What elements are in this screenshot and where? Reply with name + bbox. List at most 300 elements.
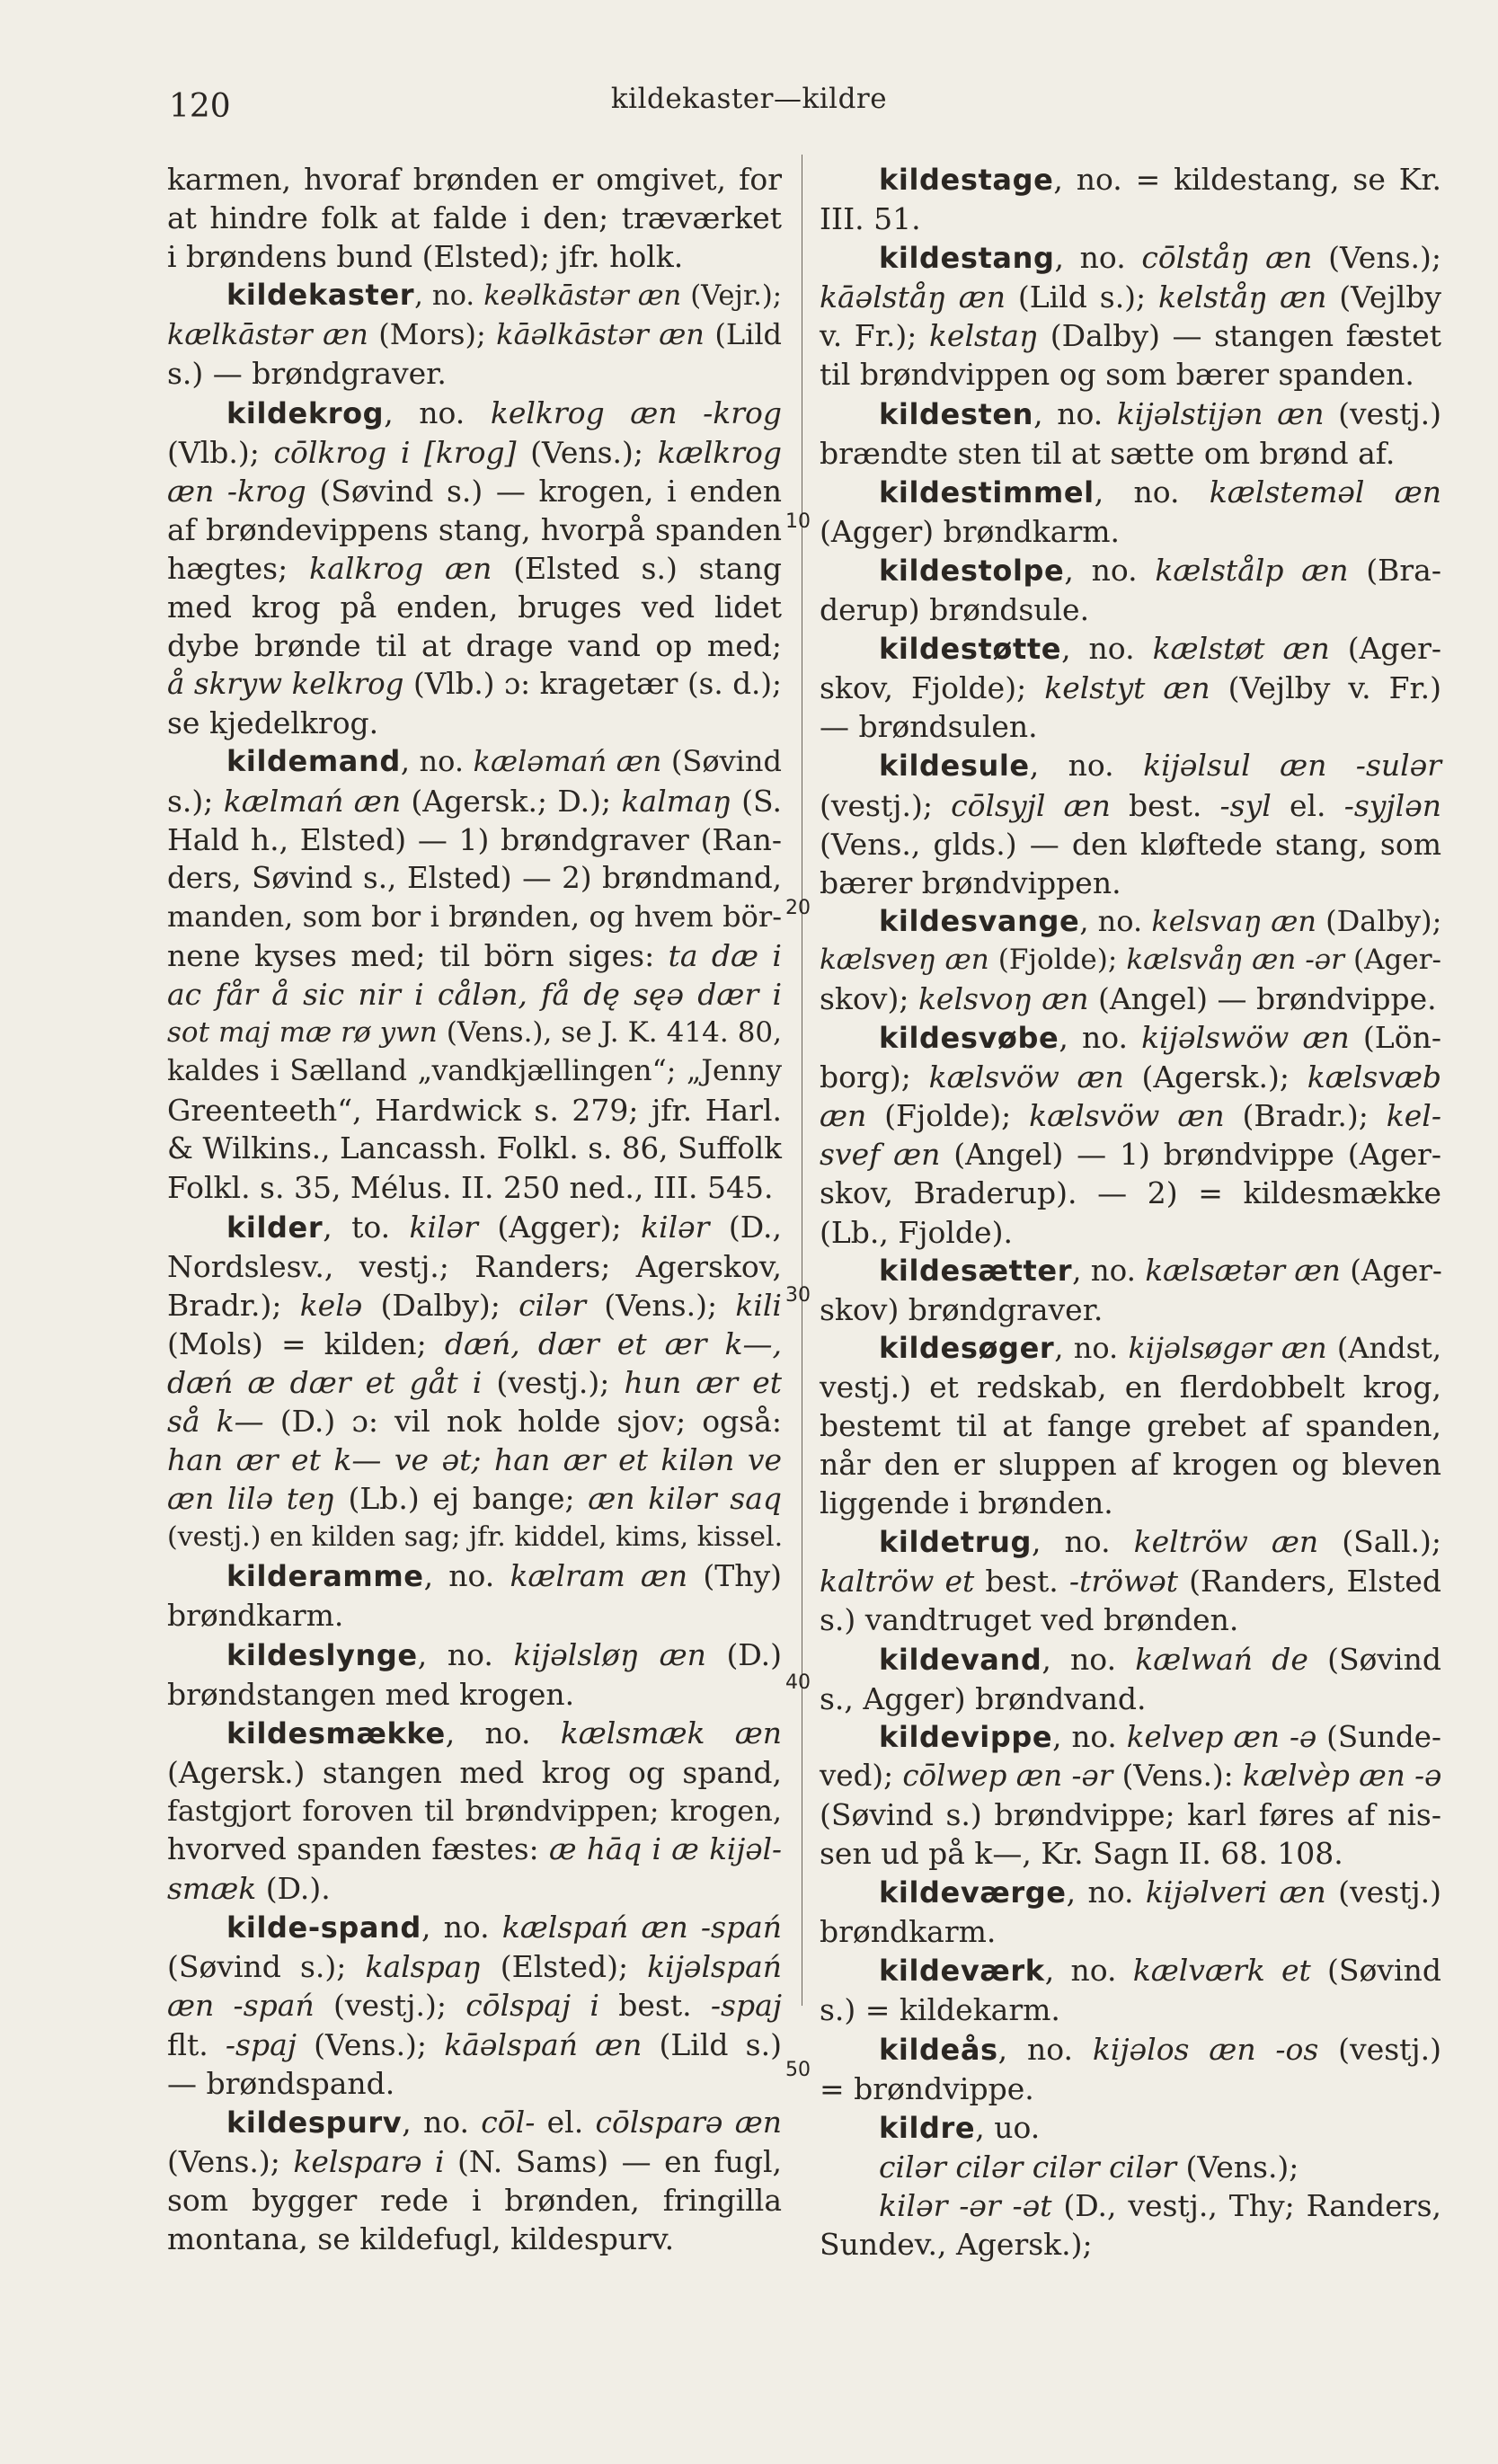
text-line: [820, 1096, 1441, 1135]
dialect-form: kælspań æn -spań: [501, 1910, 782, 1945]
text-line: [167, 2220, 782, 2258]
text-run: flt.: [167, 2026, 226, 2062]
text-run: (Vejlby: [1326, 279, 1442, 315]
text-line: [820, 629, 1441, 669]
text-line: [820, 2108, 1441, 2148]
text-line: [167, 1830, 782, 1869]
headword: kildespurv: [226, 2105, 403, 2140]
text-line: [167, 160, 782, 199]
text-run: (Elsted s.) stang: [492, 550, 783, 586]
text-run: (Agger) brøndkarm.: [820, 513, 1120, 549]
dialect-form: æn lilə teŋ: [167, 1481, 335, 1517]
text-run: vestj.) et redskab, en flerdobbelt krog,: [820, 1369, 1441, 1405]
text-run: , no.: [423, 1558, 510, 1594]
headword: kildekaster: [226, 278, 415, 313]
line-number: 20: [785, 897, 811, 919]
dialect-form: hun ær et: [624, 1364, 783, 1400]
text-run: s., Agger) brøndvand.: [820, 1680, 1147, 1716]
dialect-form: kelstaŋ: [928, 318, 1039, 354]
dialect-form: -syl: [1219, 787, 1272, 823]
text-run: bærer brøndvippen.: [820, 864, 1121, 900]
text-run: sen ud på k—, Kr. Sagn II. 68. 108.: [820, 1836, 1343, 1872]
dialect-form: kælmań æn: [223, 783, 402, 819]
text-run: (Søvind: [661, 744, 783, 779]
dialect-form: kijəlstijən æn: [1116, 395, 1325, 431]
dialect-form: sot maj mæ rø ywn: [167, 1016, 438, 1050]
dialect-form: kaltröw et: [820, 1564, 975, 1600]
headword: kildesten: [879, 396, 1034, 431]
dialect-form: cōlsparə æn: [595, 2104, 782, 2140]
headword: kildeværge: [879, 1875, 1067, 1910]
text-line: [167, 1286, 782, 1325]
text-line: [167, 433, 782, 472]
headword: kildestang: [879, 241, 1055, 276]
text-run: (Søvind: [1310, 1953, 1441, 1989]
text-run: — brøndspand.: [167, 2065, 395, 2101]
text-run: (S.: [731, 783, 782, 819]
text-line: [820, 434, 1441, 473]
text-line: [167, 1402, 782, 1440]
dialect-form: kilər: [409, 1209, 478, 1245]
text-line: [167, 898, 782, 936]
dialect-form: æn kilər saq: [588, 1481, 782, 1517]
text-run: el.: [535, 2104, 596, 2140]
text-line: [820, 1834, 1441, 1873]
text-run: skov, Braderup). — 2) = kildesmække: [820, 1175, 1441, 1211]
text-line: [820, 1718, 1441, 1757]
text-line: [820, 1252, 1441, 1290]
text-run: når den er sluppen af krogen og bleven: [820, 1447, 1441, 1483]
text-run: (Agersk.; D.);: [401, 783, 622, 819]
text-line: [167, 665, 782, 704]
headword: kildeslynge: [226, 1637, 418, 1672]
dialect-form: kælsvöw æn: [1029, 1098, 1225, 1134]
text-line: [167, 1986, 782, 2025]
dialect-form: kel-: [1386, 1098, 1442, 1134]
text-run: liggende i brønden.: [820, 1485, 1113, 1521]
dialect-form: kæləmań æn: [473, 744, 662, 779]
text-run: III. 51.: [820, 201, 921, 237]
text-run: (Vlb.) ɔ: kragetær (s. d.);: [403, 667, 783, 702]
dialect-form: kelvep æn -ə: [1126, 1719, 1317, 1754]
text-line: [167, 472, 782, 510]
text-run: Nordslesv., vestj.; Randers; Agerskov,: [167, 1248, 782, 1284]
text-run: (vestj.): [1325, 1875, 1441, 1910]
text-run: (Lb., Fjolde).: [820, 1214, 1013, 1250]
dialect-form: kælsvöw æn: [928, 1059, 1124, 1095]
dialect-form: æn: [820, 1098, 867, 1134]
text-run: (Vens.);: [585, 1287, 736, 1323]
text-run: (Fjolde);: [866, 1098, 1030, 1134]
dialect-form: kāəlståŋ æn: [820, 279, 1006, 315]
text-run: (Ager-: [1329, 631, 1441, 667]
running-head: kildekaster—kildre: [610, 83, 888, 115]
text-line: [167, 742, 782, 781]
text-line: [167, 1130, 782, 1168]
text-line: [167, 1908, 782, 1947]
dialect-form: dæń æ dær et gåt i: [167, 1364, 483, 1400]
text-run: (Lb.) ej bange;: [334, 1481, 589, 1517]
text-run: , no.: [400, 744, 474, 779]
text-run: af brøndevippens stang, hvorpå spanden: [167, 511, 782, 547]
text-line: [820, 1445, 1441, 1484]
text-run: , no.: [1094, 474, 1210, 510]
text-run: (Ager-: [1343, 943, 1441, 976]
text-line: [820, 1795, 1441, 1834]
text-run: (Søvind s.) brøndvippe; karl føres af nis-: [820, 1796, 1441, 1832]
headword: kildekrog: [226, 395, 385, 430]
text-line: [820, 1018, 1441, 1058]
text-run: skov);: [820, 980, 918, 1016]
dialect-form: kælværk et: [1132, 1953, 1311, 1989]
text-line: [167, 1675, 782, 1714]
text-line: [820, 669, 1441, 707]
text-run: best.: [974, 1564, 1069, 1600]
text-run: (Lön-: [1349, 1020, 1441, 1056]
text-line: [820, 2148, 1441, 2186]
headword: kildesvange: [879, 903, 1080, 938]
text-run: (vestj.) en kilden sag; jfr. kiddel, kims, kissel.: [167, 1521, 784, 1554]
text-line: [820, 1562, 1441, 1600]
dialect-form: kijəlsul æn -sulər: [1143, 748, 1442, 784]
text-run: , no.: [1066, 1875, 1146, 1910]
text-run: (Angel) — 1) brøndvippe (Ager-: [940, 1137, 1441, 1173]
text-line: [167, 354, 782, 393]
text-line: [820, 473, 1441, 512]
headword: kildesætter: [879, 1253, 1073, 1288]
text-run: (Sunde-: [1316, 1719, 1442, 1754]
dialect-form: kelsvoŋ æn: [917, 980, 1089, 1016]
text-line: [820, 1757, 1441, 1795]
text-run: , no.: [1054, 1330, 1129, 1365]
text-run: (Agersk.) stangen med krog og spand,: [167, 1754, 782, 1790]
dialect-form: -syjlən: [1343, 787, 1442, 823]
text-run: el.: [1271, 787, 1344, 823]
text-run: , no.: [421, 1910, 502, 1945]
headword: kildesvøbe: [879, 1021, 1059, 1056]
text-run: = brøndvippe.: [820, 2070, 1034, 2106]
text-line: [167, 936, 782, 975]
dialect-form: cōlkrog i [krog]: [273, 434, 517, 470]
text-run: s.) = kildekarm.: [820, 1992, 1060, 2028]
text-line: [167, 199, 782, 237]
text-line: [820, 1990, 1441, 2029]
text-run: (Lild s.): [642, 2026, 782, 2062]
text-line: [167, 2103, 782, 2142]
text-line: [820, 1640, 1441, 1680]
text-line: [820, 512, 1441, 551]
text-line: [820, 746, 1441, 785]
text-run: (Thy): [687, 1558, 783, 1594]
dialect-form: smæk: [167, 1871, 257, 1907]
text-line: [167, 1947, 782, 1986]
text-line: [167, 588, 782, 626]
headword: kilde-spand: [226, 1910, 421, 1945]
dialect-form: kāəlspań æn: [444, 2026, 643, 2062]
dialect-form: kælwań de: [1135, 1641, 1308, 1677]
dialect-form: kælsætər æn: [1145, 1253, 1341, 1288]
text-line: [167, 1753, 782, 1792]
text-line: [820, 199, 1441, 238]
left-column: [167, 160, 782, 2258]
text-line: [167, 1518, 782, 1556]
headword: kilderamme: [226, 1559, 424, 1594]
text-run: , no.: [1029, 748, 1144, 784]
text-line: [167, 1247, 782, 1286]
text-run: (N. Sams) — en fugl,: [444, 2143, 782, 2179]
text-run: best.: [598, 1988, 711, 2024]
text-run: (Elsted);: [481, 1949, 648, 1985]
text-line: [167, 2142, 782, 2181]
text-line: [820, 1135, 1441, 1174]
text-run: v. Fr.);: [820, 318, 929, 354]
dialect-form: kijəlswöw æn: [1141, 1020, 1350, 1056]
dialect-form: kelsparə i: [293, 2143, 445, 2179]
text-run: bestemt til at fange grebet af spanden,: [820, 1408, 1441, 1443]
text-run: , no.: [1052, 1719, 1127, 1754]
dialect-form: keəlkāstər æn: [483, 280, 682, 313]
headword: kildeværk: [879, 1954, 1045, 1989]
dialect-form: -spaj: [225, 2026, 297, 2062]
text-line: [167, 1479, 782, 1518]
text-run: (vestj.);: [482, 1364, 625, 1400]
dialect-form: æn -krog: [167, 473, 306, 509]
text-run: brøndkarm.: [820, 1914, 997, 1950]
line-number: 50: [785, 2059, 811, 2081]
text-line: [820, 707, 1441, 746]
text-run: Bradr.);: [167, 1287, 300, 1323]
text-line: [820, 864, 1441, 902]
text-line: [167, 1714, 782, 1753]
text-run: ders, Søvind s., Elsted) — 2) brøndmand,: [167, 860, 782, 895]
text-run: skov, Fjolde);: [820, 670, 1045, 706]
text-line: [167, 394, 782, 433]
dialect-form: kælstøt æn: [1152, 631, 1330, 667]
line-number: 40: [785, 1671, 811, 1694]
dialect-form: kelə: [299, 1287, 363, 1323]
text-line: [167, 820, 782, 859]
line-number: 10: [785, 510, 811, 533]
text-run: (Bra-: [1348, 552, 1442, 588]
line-number: 30: [785, 1284, 811, 1307]
dialect-form: kelståŋ æn: [1158, 279, 1327, 315]
text-run: s.) — brøndgraver.: [167, 356, 447, 392]
text-run: Greenteeth“, Hardwick s. 279; jfr. Harl.: [167, 1093, 782, 1129]
text-line: [820, 1058, 1441, 1096]
dialect-form: cōlspaj i: [465, 1988, 599, 2024]
text-line: [820, 1951, 1441, 1990]
text-run: , uo.: [975, 2109, 1041, 2145]
text-run: , no.: [1064, 552, 1156, 588]
text-run: (Agersk.);: [1123, 1059, 1307, 1095]
headword: kildevand: [879, 1642, 1042, 1677]
text-line: [820, 394, 1441, 434]
text-run: derup) brøndsule.: [820, 592, 1090, 628]
text-run: (Agger);: [477, 1209, 642, 1245]
dialect-form: kælsvåŋ æn -ər: [1126, 943, 1344, 976]
text-line: [167, 782, 782, 820]
dialect-form: han ær et k— ve ət; han ær et kilən ve: [167, 1442, 782, 1478]
dialect-form: svef æn: [820, 1137, 941, 1173]
text-run: dybe brønde til at drage vand op med;: [167, 628, 782, 664]
text-run: & Wilkins., Lancassh. Folkl. s. 86, Suffolk: [167, 1131, 782, 1166]
text-line: [167, 1168, 782, 1207]
text-run: (D.): [705, 1636, 782, 1672]
dialect-form: kijəlspań: [647, 1949, 782, 1985]
text-line: [167, 510, 782, 549]
text-run: ved);: [820, 1758, 903, 1793]
text-run: s.);: [167, 783, 224, 819]
text-run: at hindre folk at falde i den; træværket: [167, 200, 782, 236]
text-line: [167, 626, 782, 665]
text-line: [167, 1363, 782, 1402]
dialect-form: -tröwət: [1068, 1564, 1178, 1600]
text-run: , to.: [323, 1209, 410, 1245]
dialect-form: kelkrog æn -krog: [490, 394, 783, 430]
headword: kildestage: [879, 163, 1054, 197]
text-run: (Lild s.);: [1006, 279, 1159, 315]
text-line: [820, 160, 1441, 199]
dialect-form: kijəlos æn -os: [1092, 2031, 1319, 2067]
text-run: se kjedelkrog.: [167, 705, 379, 741]
text-line: [167, 1091, 782, 1130]
text-run: borg);: [820, 1059, 929, 1095]
headword: kildetrug: [879, 1525, 1032, 1560]
text-run: (Fjolde);: [988, 943, 1127, 976]
text-run: (Randers, Elsted: [1178, 1564, 1442, 1600]
text-run: (Søvind s.);: [167, 1949, 366, 1985]
text-run: brøndkarm.: [167, 1598, 344, 1634]
text-run: hvorved spanden fæstes:: [167, 1832, 549, 1867]
dialect-form: cōlwep æn -ər: [902, 1758, 1113, 1793]
text-run: — brøndsulen.: [820, 709, 1038, 745]
text-run: , no.: [402, 2104, 482, 2140]
text-line: [820, 1368, 1441, 1406]
text-run: , no.: [1054, 240, 1142, 276]
headword: kildeås: [879, 2032, 998, 2067]
text-line: [820, 2070, 1441, 2108]
text-run: , no.: [1044, 1953, 1133, 1989]
headword: kildesule: [879, 749, 1030, 784]
text-run: hægtes;: [167, 550, 310, 586]
dialect-form: kāəlkāstər æn: [496, 317, 705, 352]
text-run: (Søvind: [1307, 1641, 1441, 1677]
text-line: [820, 902, 1441, 941]
text-run: (Angel) — brøndvippe.: [1088, 980, 1437, 1016]
text-line: [820, 979, 1441, 1018]
text-run: , no.: [1042, 1641, 1136, 1677]
headword: kildesøger: [879, 1330, 1055, 1365]
dialect-form: ta dæ i: [668, 937, 782, 973]
text-run: (Vens.), se J. K. 414. 80,: [437, 1016, 783, 1050]
dialect-form: kalkrog æn: [309, 550, 492, 586]
headword: kildesmække: [226, 1715, 446, 1751]
text-run: brændte sten til at sætte om brønd af.: [820, 435, 1396, 471]
text-run: (Vens.):: [1112, 1758, 1243, 1793]
dialect-form: cōlståŋ æn: [1141, 240, 1313, 276]
dialect-form: kælram æn: [510, 1558, 688, 1594]
text-run: fastgjort foroven til brøndvippen; krogen,: [167, 1793, 782, 1828]
dialect-form: cilər: [519, 1287, 586, 1323]
dialect-form: å skryw kelkrog: [167, 667, 404, 702]
text-run: (Søvind s.) — krogen, i enden: [306, 473, 782, 509]
dialect-form: kælsmæk æn: [560, 1715, 782, 1751]
text-run: (Dalby) — stangen fæstet: [1038, 318, 1441, 354]
text-line: [820, 238, 1441, 278]
text-line: [820, 2030, 1441, 2070]
text-run: (D.).: [256, 1871, 331, 1907]
text-run: , no.: [1072, 1253, 1146, 1288]
text-run: (vestj.): [1324, 395, 1441, 431]
text-run: manden, som bor i brønden, og hvem bör-: [167, 899, 782, 934]
headword: kildestøtte: [879, 632, 1062, 667]
text-run: , no.: [1061, 631, 1153, 667]
text-line: [167, 2181, 782, 2220]
text-run: nene kyses med; til börn siges:: [167, 937, 669, 973]
text-line: [167, 1792, 782, 1830]
text-run: (Ager-: [1340, 1253, 1442, 1288]
dialect-form: kælsvæb: [1307, 1059, 1442, 1095]
text-run: (vestj.);: [820, 787, 952, 823]
text-run: (Vens., glds.) — den kløftede stang, som: [820, 826, 1441, 862]
text-line: [820, 1600, 1441, 1639]
text-run: (Vens.);: [1312, 240, 1441, 276]
text-line: [820, 2186, 1441, 2225]
text-line: [167, 1869, 782, 1908]
dialect-form: -spaj: [710, 1988, 782, 2024]
dialect-form: cōlsyjl æn: [951, 787, 1111, 823]
text-line: [167, 1596, 782, 1635]
text-line: [820, 786, 1441, 825]
text-run: s.) vandtruget ved brønden.: [820, 1602, 1239, 1638]
text-line: [820, 1406, 1441, 1445]
text-line: [167, 2025, 782, 2064]
text-line: [820, 278, 1441, 316]
text-run: (Dalby);: [1316, 903, 1442, 938]
dialect-form: dæń, dær et ær k—,: [444, 1325, 782, 1361]
text-run: Hald h., Elsted) — 1) brøndgraver (Ran-: [167, 821, 782, 857]
text-run: , no.: [445, 1715, 561, 1751]
text-run: (Vens.);: [167, 2143, 294, 2179]
dialect-form: keltröw æn: [1133, 1524, 1319, 1560]
text-run: , no.: [417, 1636, 514, 1672]
text-line: [167, 1052, 782, 1091]
text-run: , no.: [1033, 395, 1117, 431]
dialect-form: æ hāq i æ kijəl-: [548, 1832, 782, 1867]
text-run: Sundev., Agersk.);: [820, 2226, 1093, 2262]
text-run: kaldes i Sælland „vandkjællingen“; „Jenny: [167, 1055, 782, 1088]
dialect-form: kijəlsløŋ æn: [513, 1636, 706, 1672]
text-line: [820, 1484, 1441, 1522]
text-line: [167, 315, 782, 354]
dialect-form: kilər: [641, 1209, 710, 1245]
text-run: (D.,: [709, 1209, 782, 1245]
text-line: [167, 704, 782, 742]
text-line: [167, 276, 782, 315]
dialect-form: kijəlveri æn: [1145, 1875, 1326, 1910]
text-line: [167, 1208, 782, 1247]
text-line: [167, 1440, 782, 1479]
headword: kildevippe: [879, 1719, 1053, 1754]
text-line: [167, 549, 782, 588]
text-run: som bygger rede i brønden, fringilla: [167, 2182, 782, 2218]
text-run: i brøndens bund (Elsted); jfr. holk.: [167, 239, 684, 275]
page-number: 120: [169, 88, 231, 125]
text-line: [820, 1912, 1441, 1951]
text-line: [820, 551, 1441, 590]
headword: kildemand: [226, 744, 401, 779]
text-run: (Bradr.);: [1224, 1098, 1387, 1134]
